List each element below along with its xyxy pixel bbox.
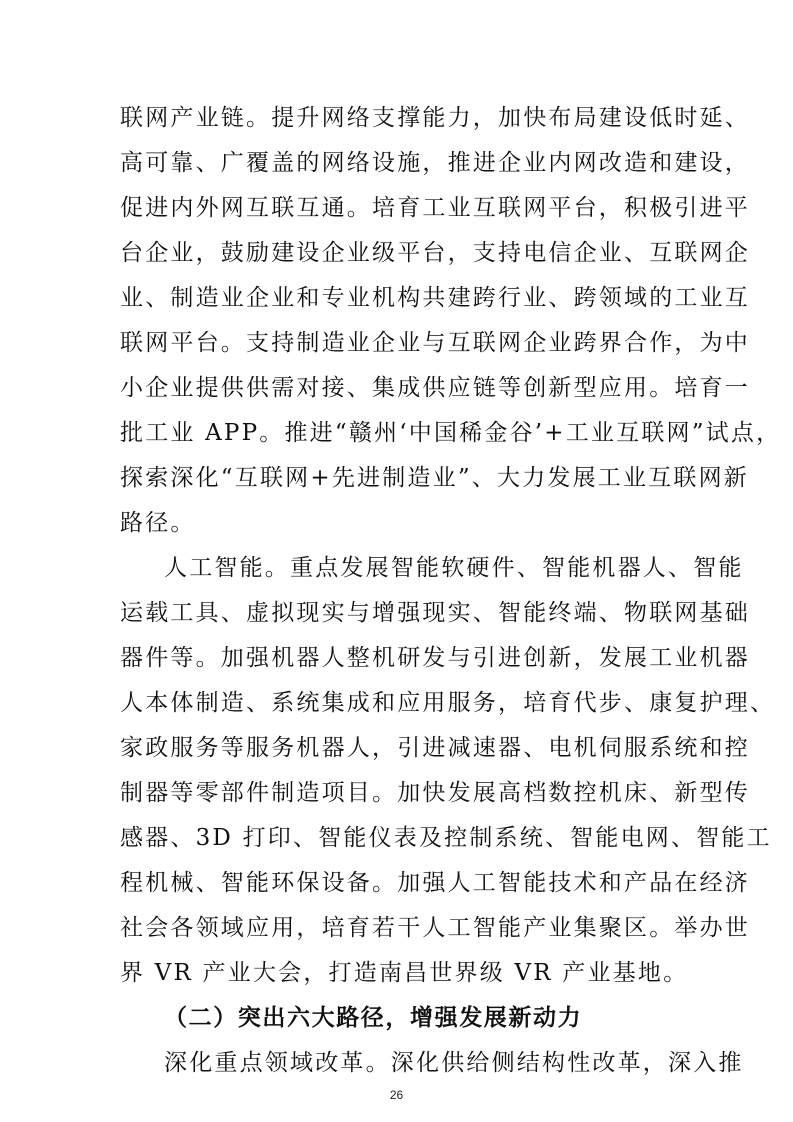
text-line: 路径。 <box>120 510 196 536</box>
text-line: 运载工具、虚拟现实与增强现实、智能终端、物联网基础 <box>120 600 750 626</box>
text-line: 探索深化“互联网+先进制造业”、大力发展工业互联网新 <box>120 465 749 491</box>
text-line: 家政服务等服务机器人，引进减速器、电机伺服系统和控 <box>120 735 750 761</box>
text-line: 联网产业链。提升网络支撑能力，加快布局建设低时延、 <box>120 105 750 131</box>
paragraph-first-line: 深化重点领域改革。深化供给侧结构性改革，深入推 <box>164 1050 744 1076</box>
text-line: 批工业 APP。推进“赣州‘中国稀金谷’+工业互联网”试点， <box>120 420 782 446</box>
text-line: 业、制造业企业和专业机构共建跨行业、跨领域的工业互 <box>120 285 750 311</box>
text-line: 小企业提供供需对接、集成供应链等创新型应用。培育一 <box>120 375 750 401</box>
text-line: 社会各领域应用，培育若干人工智能产业集聚区。举办世 <box>120 915 750 941</box>
paragraph-first-line: 人工智能。重点发展智能软硬件、智能机器人、智能 <box>164 555 744 581</box>
text-line: 感器、3D 打印、智能仪表及控制系统、智能电网、智能工 <box>120 825 772 851</box>
text-line: 人本体制造、系统集成和应用服务，培育代步、康复护理、 <box>120 690 776 716</box>
text-line: 程机械、智能环保设备。加强人工智能技术和产品在经济 <box>120 870 750 896</box>
text-line: 制器等零部件制造项目。加快发展高档数控机床、新型传 <box>120 780 750 806</box>
text-line: 促进内外网互联互通。培育工业互联网平台，积极引进平 <box>120 195 750 221</box>
section-heading: （二）突出六大路径，增强发展新动力 <box>164 1004 583 1031</box>
page-number: 26 <box>389 1088 404 1102</box>
text-line: 界 VR 产业大会，打造南昌世界级 VR 产业基地。 <box>120 960 689 986</box>
text-line: 台企业，鼓励建设企业级平台，支持电信企业、互联网企 <box>120 240 750 266</box>
text-line: 联网平台。支持制造业企业与互联网企业跨界合作，为中 <box>120 330 750 356</box>
text-line: 高可靠、广覆盖的网络设施，推进企业内网改造和建设， <box>120 150 750 176</box>
text-line: 器件等。加强机器人整机研发与引进创新，发展工业机器 <box>120 645 750 671</box>
